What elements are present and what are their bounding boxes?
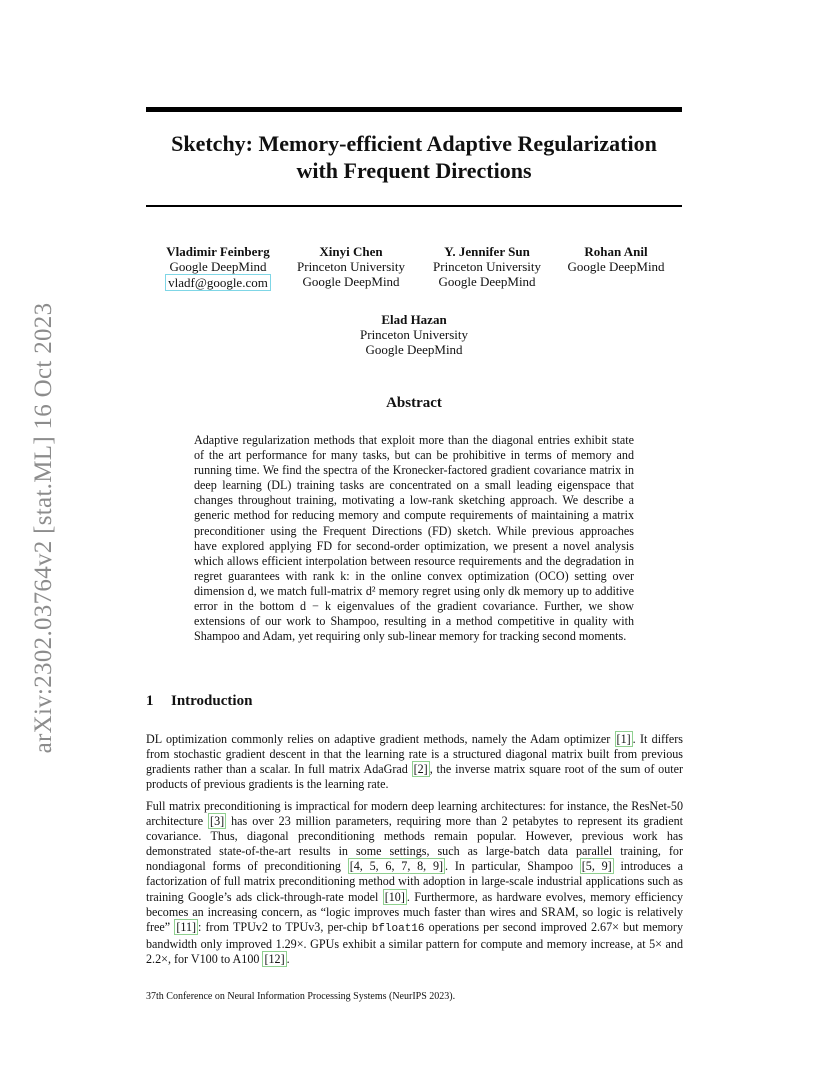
title-line-1: Sketchy: Memory-efficient Adaptive Regularization bbox=[171, 131, 657, 156]
section-title-text: Introduction bbox=[171, 693, 253, 709]
author-affiliation: Google DeepMind bbox=[302, 274, 400, 289]
text-run: . In particular, Shampoo bbox=[445, 859, 580, 874]
text-run: has over 23 million parameters, requiring more than 2 petabytes to represent its gradient covariance. Thus, diagonal preconditioning methods remain popular. However, previous work has demonstrated state-of-the-art results in some settings, such as large-batch data parallel training, for nondiagonal forms of preconditioning bbox=[146, 814, 683, 874]
text-run: introduces a factorization of full matrix preconditioning method with adoption in large-scale industrial applications such as training Google’s ads click-through-rate model bbox=[146, 859, 683, 904]
author-affiliation: Princeton University bbox=[297, 259, 405, 274]
conference-footnote: 37th Conference on Neural Information Processing Systems (NeurIPS 2023). bbox=[146, 991, 456, 1002]
author-name: Vladimir Feinberg bbox=[166, 244, 270, 259]
text-run: : from TPUv2 to TPUv3, per-chip bbox=[198, 919, 372, 934]
text-run: . Furthermore, as hardware evolves, memory efficiency becomes an increasing concern, as “logic improves much faster than wires and SRAM, so logic is relatively free” bbox=[146, 889, 683, 934]
author-block bbox=[556, 244, 676, 274]
text-run: . It differs from stochastic gradient descent in that the learning rate is a structured diagonal matrix built from previous gradients rather than a scalar. In full matrix AdaGrad bbox=[146, 732, 683, 777]
text-run: DL optimization commonly relies on adaptive gradient methods, namely the Adam optimizer bbox=[146, 732, 615, 746]
text-run: , the inverse matrix square root of the sum of outer products of previous gradients is the learning rate. bbox=[146, 762, 683, 792]
abstract-heading: Abstract bbox=[386, 395, 442, 411]
author-block bbox=[160, 244, 276, 291]
author-affiliation: Google DeepMind bbox=[438, 274, 536, 289]
citation-link[interactable]: [11] bbox=[176, 919, 197, 934]
author-affiliation: Google DeepMind bbox=[567, 259, 665, 274]
author-affiliation: Princeton University bbox=[360, 327, 468, 342]
citation-link[interactable]: [12] bbox=[264, 951, 285, 966]
author-block bbox=[344, 312, 484, 357]
citation-link[interactable]: [1] bbox=[616, 732, 631, 746]
author-affiliation: Google DeepMind bbox=[365, 342, 463, 357]
author-name: Rohan Anil bbox=[584, 244, 648, 259]
section-heading bbox=[146, 693, 252, 710]
citation-link[interactable]: [10] bbox=[384, 889, 405, 904]
citation-link[interactable]: [2] bbox=[413, 762, 428, 777]
text-run: Full matrix preconditioning is impractical for modern deep learning architectures: for instance, the ResNet-50 architecture bbox=[146, 799, 683, 829]
author-affiliation: Princeton University bbox=[433, 259, 541, 274]
author-name: Y. Jennifer Sun bbox=[444, 244, 530, 259]
title-top-rule bbox=[146, 107, 682, 112]
intro-paragraph-2 bbox=[146, 799, 683, 967]
author-affiliation: Google DeepMind bbox=[169, 259, 267, 274]
text-run: . bbox=[286, 951, 290, 966]
author-block bbox=[422, 244, 552, 289]
title-bottom-rule bbox=[146, 205, 682, 207]
inline-code: bfloat16 bbox=[371, 922, 425, 935]
paper-title bbox=[146, 130, 682, 184]
citation-link[interactable]: [3] bbox=[210, 814, 225, 829]
author-block bbox=[286, 244, 416, 289]
citation-link[interactable]: [4, 5, 6, 7, 8, 9] bbox=[349, 859, 444, 874]
section-number: 1 bbox=[146, 693, 154, 709]
title-line-2: with Frequent Directions bbox=[296, 158, 532, 183]
author-name: Xinyi Chen bbox=[319, 244, 383, 259]
intro-paragraph-1 bbox=[146, 732, 683, 792]
arxiv-identifier: arXiv:2302.03764v2 [stat.ML] 16 Oct 2023 bbox=[30, 302, 57, 754]
author-name: Elad Hazan bbox=[381, 312, 447, 327]
abstract-text: Adaptive regularization methods that exploit more than the diagonal entries exhibit state of the art performance for many tasks, but can be prohibitive in terms of memory and running time. We find the spectra of the Kronecker-factored gradient covariance matrix in deep learning (DL) training tasks are concentrated on a small leading eigenspace that changes throughout training, motivating a low-rank sketching approach. We describe a generic method for reducing memory and compute requirements of maintaining a matrix preconditioner using the Frequent Directions (FD) sketch. While previous approaches have explored applying FD for second-order optimization, we present a novel analysis which allows efficient interpolation between resource requirements and the degradation in regret guarantees with rank k: in the online convex optimization (OCO) setting over dimension d, we match full-matrix d² memory regret using only dk memory up to additive error in the bottom d − k eigenvalues of the gradient covariance. Further, we show extensions of our work to Shampoo, resulting in a method competitive in quality with Shampoo and Adam, yet requiring only sub-linear memory for tracking second moments. bbox=[194, 433, 634, 644]
citation-link[interactable]: [5, 9] bbox=[581, 859, 612, 874]
author-email-link[interactable]: vladf@google.com bbox=[165, 274, 271, 291]
text-run: operations per second improved 2.67× but memory bandwidth only improved 1.29×. GPUs exhibit a similar pattern for compute and memory increase, at 5× and 2.2×, for V100 to A100 bbox=[146, 919, 684, 966]
